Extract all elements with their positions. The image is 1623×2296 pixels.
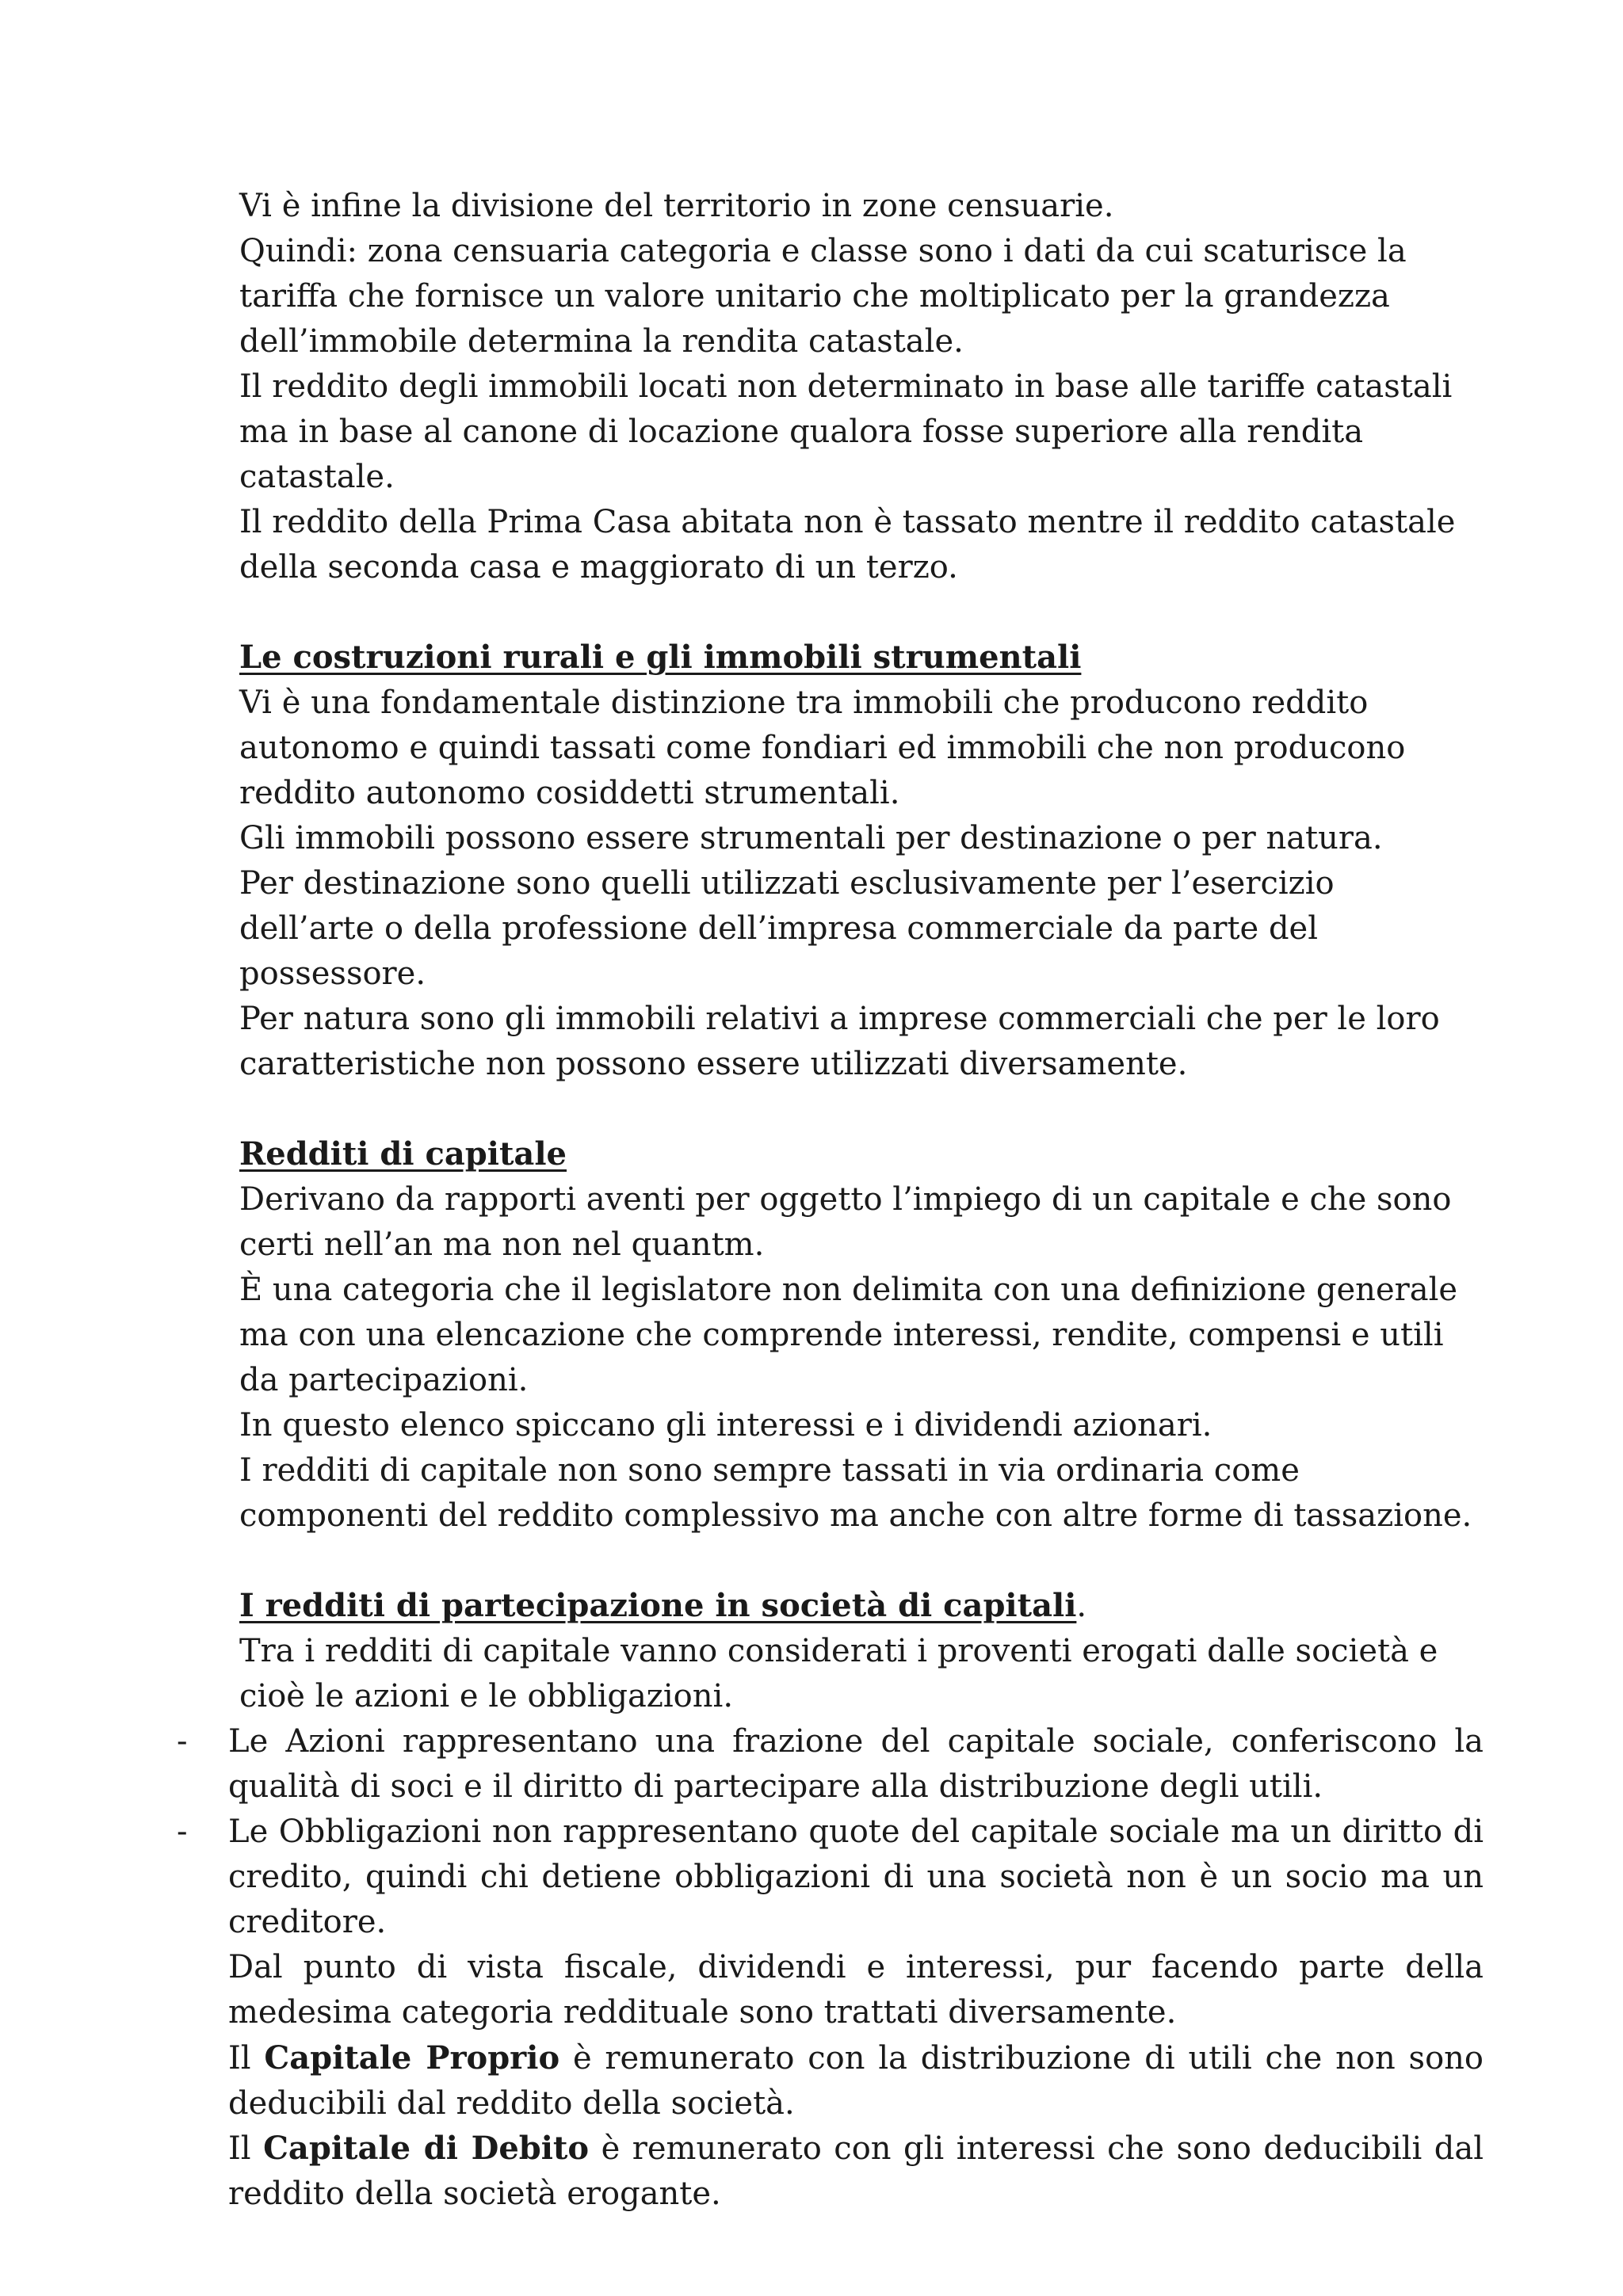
text-line: certi nell’an ma non nel quantm. bbox=[239, 1226, 765, 1263]
text-line: Per destinazione sono quelli utilizzati esclusivamente per l’esercizio bbox=[239, 865, 1335, 902]
text-line: Per natura sono gli immobili relativi a imprese commerciali che per le loro bbox=[239, 1001, 1440, 1037]
text-line: Derivano da rapporti aventi per oggetto l’impiego di un capitale e che sono bbox=[239, 1181, 1452, 1218]
heading-period: . bbox=[1076, 1588, 1087, 1624]
text-line: ma in base al canone di locazione qualora fosse superiore alla rendita bbox=[239, 414, 1364, 450]
section-heading-line bbox=[239, 1584, 1086, 1628]
text-line: Il reddito della Prima Casa abitata non è tassato mentre il reddito catastale bbox=[239, 504, 1456, 540]
bullet-item-azioni: Le Azioni rappresentano una frazione del capitale sociale, conferiscono la qualità di soci e il diritto di partecipare alla distribuzione degli utili. bbox=[228, 1723, 1484, 1805]
text-line: È una categoria che il legislatore non delimita con una definizione generale bbox=[239, 1272, 1458, 1308]
text-line: da partecipazioni. bbox=[239, 1362, 529, 1398]
bullet-marker: - bbox=[177, 1723, 188, 1760]
text-line: possessore. bbox=[239, 955, 426, 992]
paragraph-fiscal: Dal punto di vista fiscale, dividendi e interessi, pur facendo parte della medesima categoria reddituale sono trattati diversamente. bbox=[228, 1949, 1484, 2031]
text-span: Il bbox=[228, 2040, 265, 2077]
bold-term: Capitale di Debito bbox=[263, 2130, 590, 2167]
text-line: componenti del reddito complessivo ma anche con altre forme di tassazione. bbox=[239, 1497, 1472, 1534]
bullet-item-obbligazioni: Le Obbligazioni non rappresentano quote del capitale sociale ma un diritto di credito, quindi chi detiene obbligazioni di una società non è un socio ma un creditore. bbox=[228, 1814, 1484, 1940]
text-line: catastale. bbox=[239, 459, 395, 495]
paragraph-capitale-debito bbox=[228, 2126, 1484, 2217]
paragraph-capitale-proprio bbox=[228, 2035, 1484, 2126]
text-span: è remunerato con la distribuzione di utili che non sono deducibili dal reddito della società. bbox=[228, 2040, 1484, 2122]
text-span: Il bbox=[228, 2130, 264, 2167]
text-line: autonomo e quindi tassati come fondiari ed immobili che non producono bbox=[239, 730, 1406, 766]
text-line: In questo elenco spiccano gli interessi e i dividendi azionari. bbox=[239, 1407, 1212, 1444]
text-line: dell’immobile determina la rendita catastale. bbox=[239, 323, 964, 360]
text-span: è remunerato con gli interessi che sono deducibili dal reddito della società erogante. bbox=[228, 2130, 1484, 2212]
text-line: Tra i redditi di capitale vanno considerati i proventi erogati dalle società e bbox=[239, 1633, 1438, 1669]
text-line: Quindi: zona censuaria categoria e classe sono i dati da cui scaturisce la bbox=[239, 233, 1407, 269]
text-line: Gli immobili possono essere strumentali per destinazione o per natura. bbox=[239, 820, 1383, 856]
section-heading: Redditi di capitale bbox=[239, 1135, 567, 1173]
section-heading: Le costruzioni rurali e gli immobili strumentali bbox=[239, 639, 1082, 676]
text-line: Vi è una fondamentale distinzione tra immobili che producono reddito bbox=[239, 685, 1369, 721]
bullet-marker: - bbox=[177, 1814, 188, 1850]
text-line: ma con una elencazione che comprende interessi, rendite, compensi e utili bbox=[239, 1317, 1444, 1353]
section-heading: I redditi di partecipazione in società di capitali bbox=[239, 1587, 1077, 1624]
text-line: Il reddito degli immobili locati non determinato in base alle tariffe catastali bbox=[239, 368, 1453, 405]
text-line: reddito autonomo cosiddetti strumentali. bbox=[239, 775, 900, 811]
text-line: Vi è infine la divisione del territorio in zone censuarie. bbox=[239, 188, 1114, 224]
bold-term: Capitale Proprio bbox=[264, 2039, 560, 2077]
text-line: caratteristiche non possono essere utilizzati diversamente. bbox=[239, 1046, 1188, 1082]
text-line: cioè le azioni e le obbligazioni. bbox=[239, 1678, 734, 1714]
text-line: della seconda casa e maggiorato di un terzo. bbox=[239, 549, 958, 585]
text-line: dell’arte o della professione dell’impresa commerciale da parte del bbox=[239, 910, 1319, 947]
text-line: I redditi di capitale non sono sempre tassati in via ordinaria come bbox=[239, 1452, 1300, 1489]
text-line: tariffa che fornisce un valore unitario che moltiplicato per la grandezza bbox=[239, 278, 1390, 315]
